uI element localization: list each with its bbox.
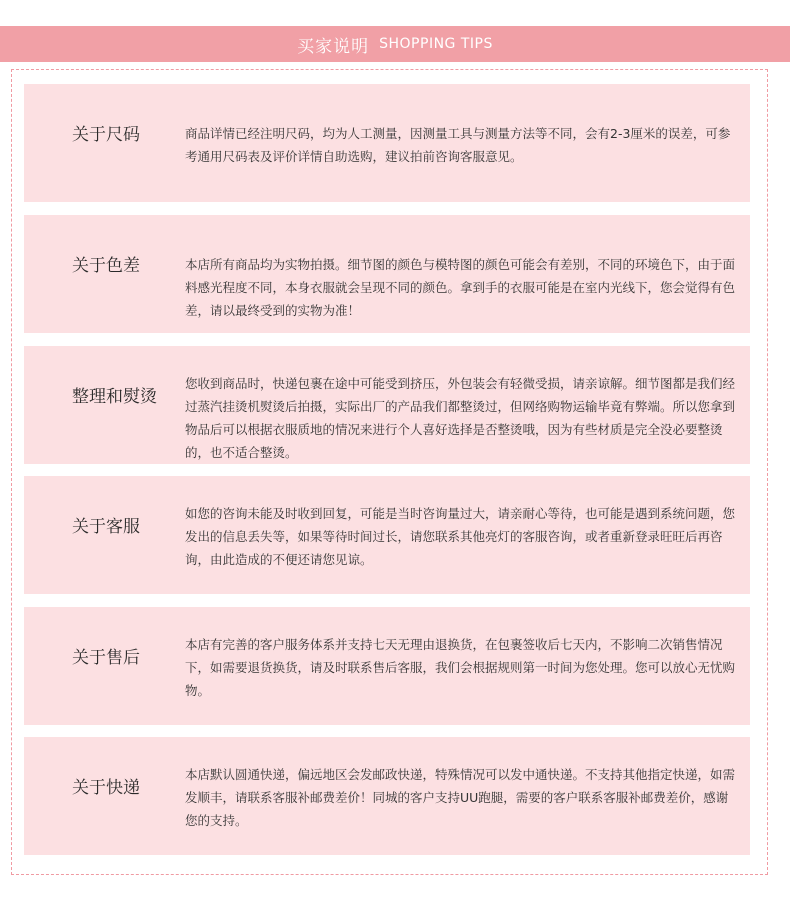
tip-title: 关于色差 <box>72 256 140 276</box>
tip-title: 关于售后 <box>72 648 140 668</box>
tip-title: 关于快递 <box>72 778 140 798</box>
header-title-cn: 买家说明 <box>297 36 370 57</box>
tip-body: 商品详情已经注明尺码，均为人工测量，因测量工具与测量方法等不同，会有2-3厘米的误差，可参考通用尺码表及评价详情自助选购，建议拍前咨询客服意见。 <box>185 126 731 164</box>
tip-card-color-difference <box>24 215 750 333</box>
tip-card-delivery <box>24 737 750 855</box>
tip-card-ironing <box>24 346 750 464</box>
tip-body: 您收到商品时，快递包裹在途中可能受到挤压，外包装会有轻微受损，请亲谅解。细节图都是我们经过蒸汽挂烫机熨烫后拍摄，实际出厂的产品我们都整烫过，但网络购物运输毕竟有弊端。所以您拿到物品后可以根据衣服质地的情况来进行个人喜好选择是否整烫哦，因为有些材质是完全没必要整烫的，也不适合整烫。 <box>185 376 736 460</box>
shopping-tips-header <box>0 26 790 62</box>
tip-card-size <box>24 84 750 202</box>
tip-body: 本店默认圆通快递，偏远地区会发邮政快递，特殊情况可以发中通快递。不支持其他指定快递，如需发顺丰，请联系客服补邮费差价！同城的客户支持UU跑腿，需要的客户联系客服补邮费差价，感谢您的支持。 <box>185 767 736 828</box>
header-title-en: SHOPPING TIPS <box>379 36 493 52</box>
tip-title: 整理和熨烫 <box>72 387 157 407</box>
tip-title: 关于尺码 <box>72 125 140 145</box>
tip-card-customer-service <box>24 476 750 594</box>
tip-card-after-sales <box>24 607 750 725</box>
tip-title: 关于客服 <box>72 517 140 537</box>
tip-body: 本店所有商品均为实物拍摄。细节图的颜色与模特图的颜色可能会有差别，不同的环境色下，由于面料感光程度不同，本身衣服就会呈现不同的颜色。拿到手的衣服可能是在室内光线下，您会觉得有色差，请以最终受到的实物为准！ <box>185 257 736 318</box>
tip-body: 本店有完善的客户服务体系并支持七天无理由退换货，在包裹签收后七天内，不影响二次销售情况下，如需要退货换货，请及时联系售后客服，我们会根据规则第一时间为您处理。您可以放心无忧购物。 <box>185 637 736 698</box>
tip-body: 如您的咨询未能及时收到回复，可能是当时咨询量过大，请亲耐心等待，也可能是遇到系统问题，您发出的信息丢失等，如果等待时间过长，请您联系其他亮灯的客服咨询，或者重新登录旺旺后再咨询，由此造成的不便还请您见谅。 <box>185 506 736 567</box>
